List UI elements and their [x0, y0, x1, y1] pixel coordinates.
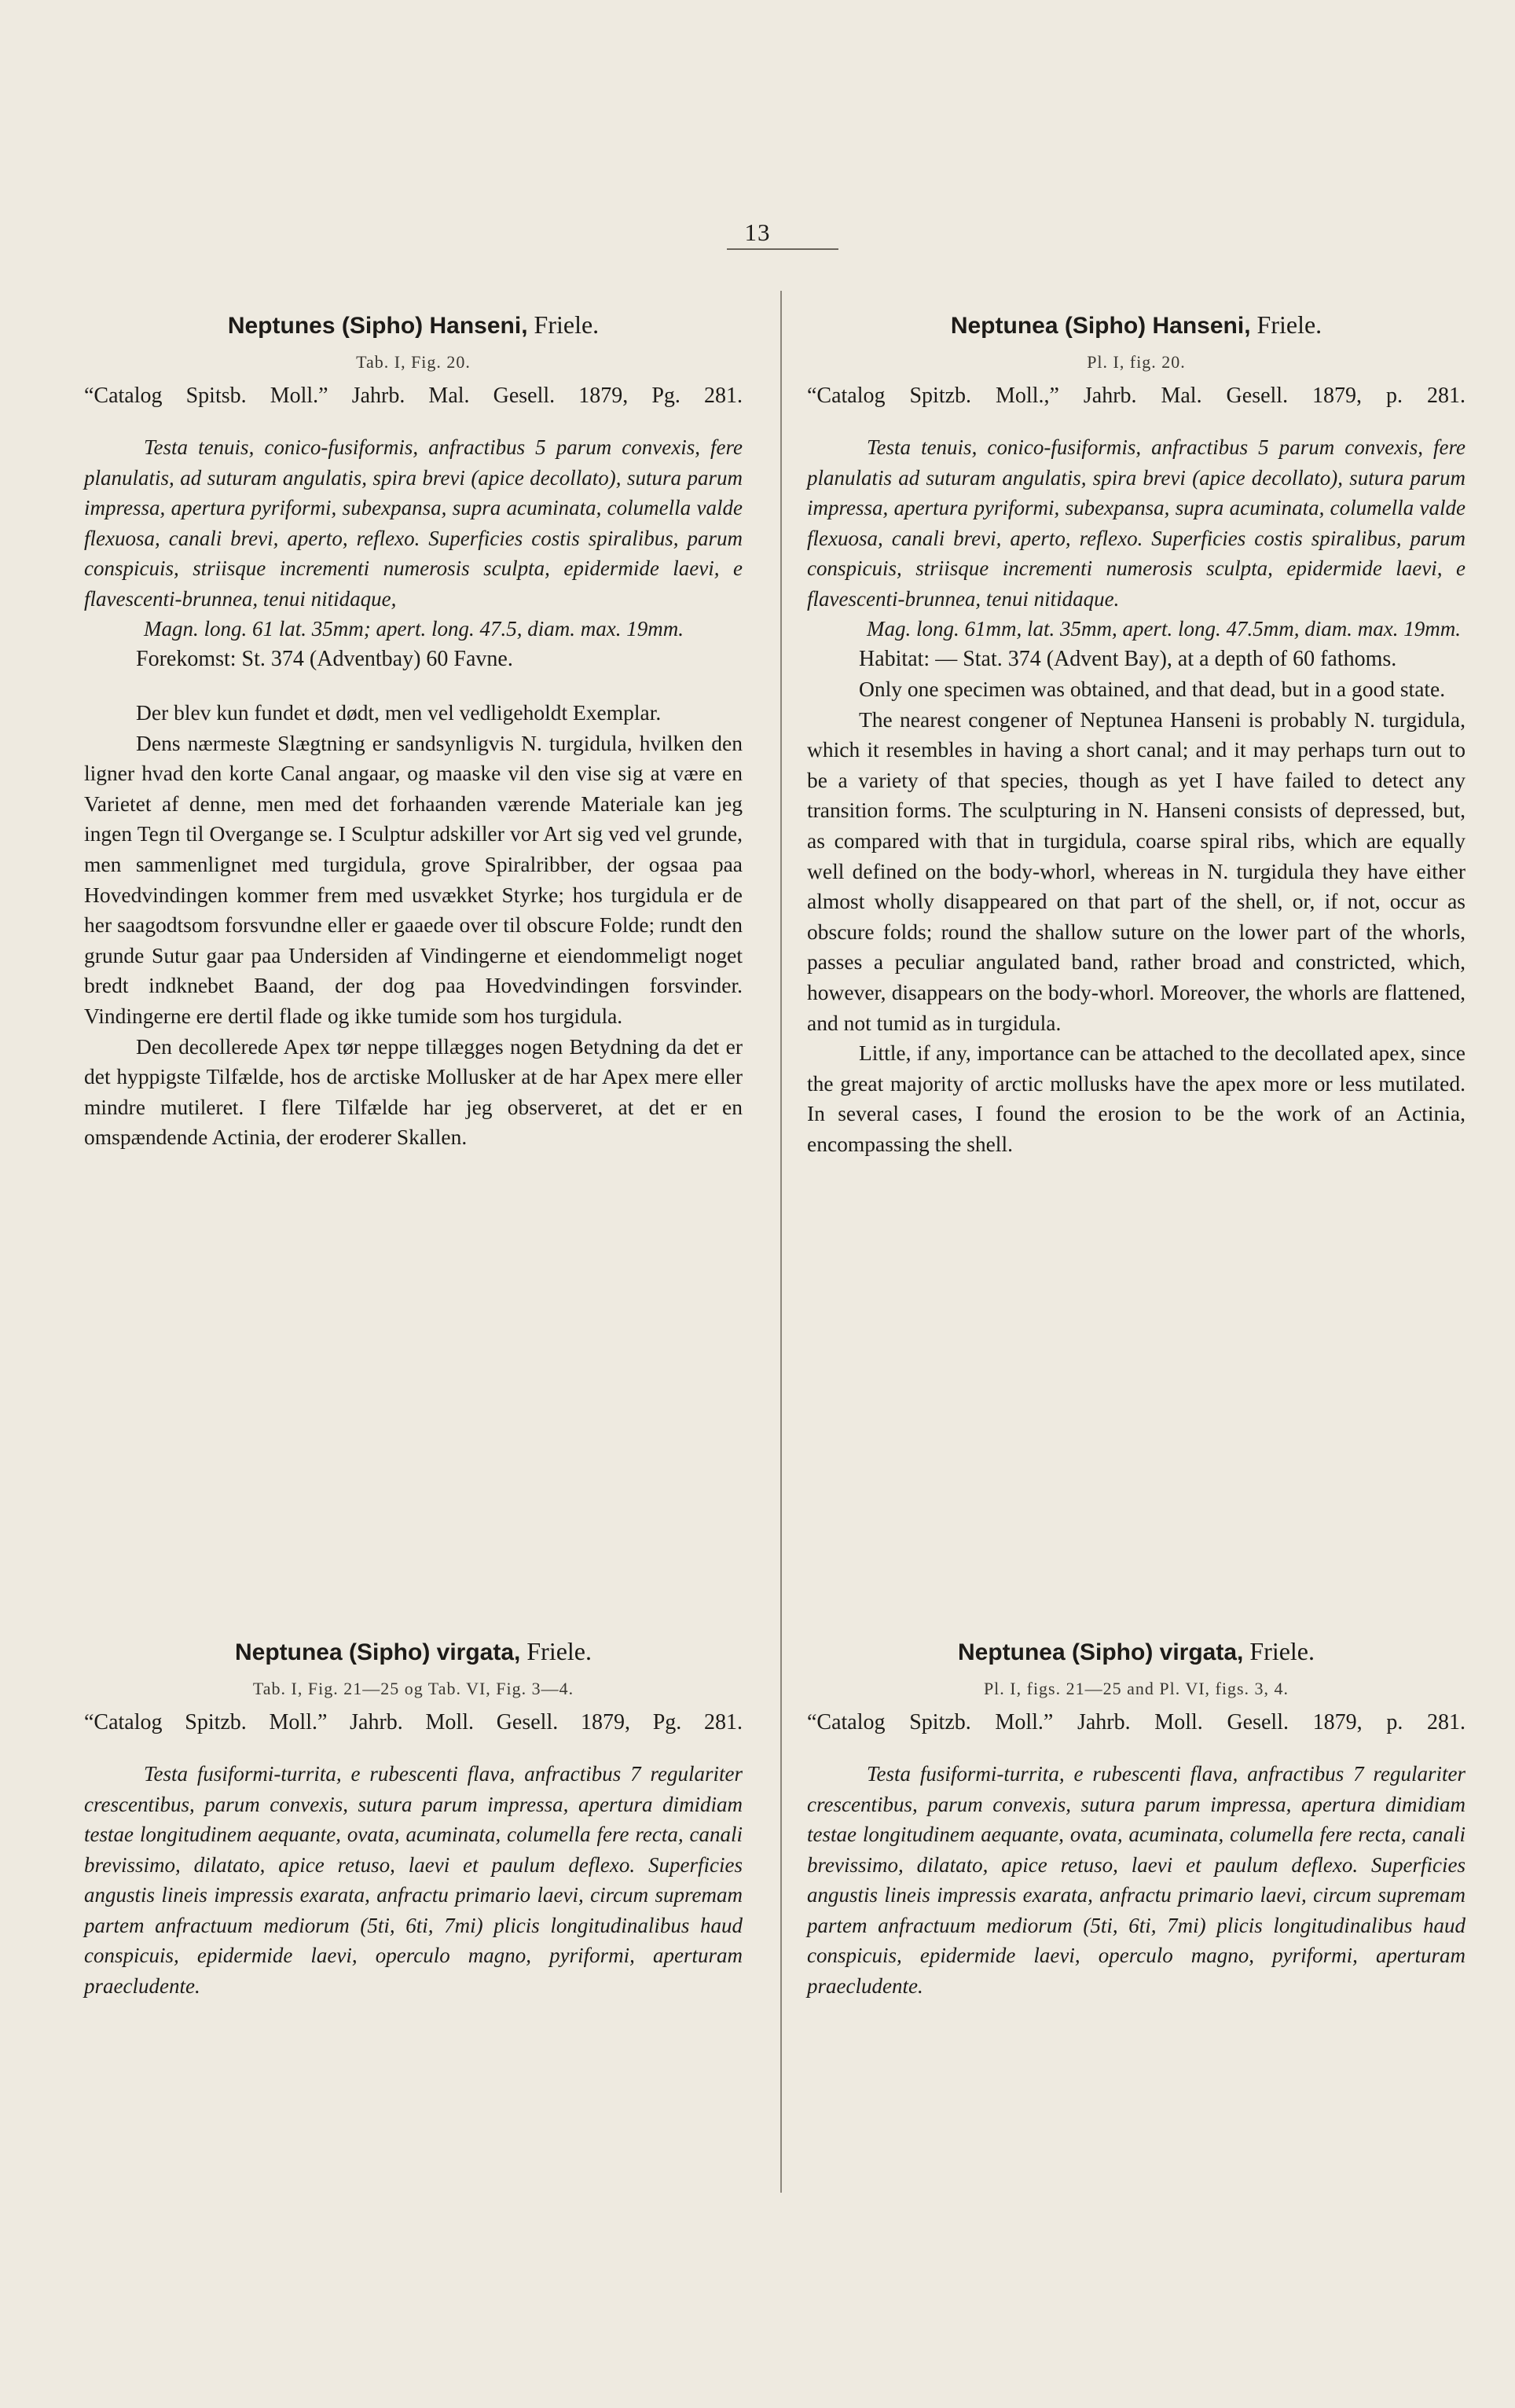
- species-title: [84, 310, 743, 340]
- right-hanseni-section: [807, 310, 1465, 1160]
- page-number-rule: [727, 248, 838, 250]
- latin-description: Testa tenuis, conico-fusiformis, anfractibus 5 parum convexis, fere planulatis ad suturam angulatis, spira brevi (apice decollato), sutura parum impressa, apertura pyriformi, subexpansa, supra acuminata, columella valde flexuosa, canali brevi, aperto, reflexo. Superficies costis spiralibus, parum conspicuis, striisque incrementi numerosis sculpta, epidermide laevi, e flavescenti-brunnea, tenui nitidaque.: [807, 435, 1465, 611]
- paragraph: Den decollerede Apex tør neppe tillægges nogen Betydning da det er det hyppigste Tilfælde, hos de arctiske Mollusker at de har Apex mere eller mindre mutileret. I flere Tilfælde har jeg observeret, at det er en omspændende Actinia, der eroderer Skallen.: [84, 1033, 743, 1150]
- locality: Habitat: — Stat. 374 (Advent Bay), at a depth of 60 fathoms.: [859, 646, 1397, 671]
- measurements: Magn. long. 61 lat. 35mm; apert. long. 47.5, diam. max. 19mm.: [144, 617, 684, 641]
- species-name: Neptunea (Sipho) virgata,: [957, 1639, 1244, 1665]
- species-author: Friele.: [526, 1637, 592, 1665]
- paragraph: The nearest congener of Neptunea Hanseni is probably N. turgidula, which it resembles in having a short canal; and it may perhaps turn out to be a variety of that species, though as yet I have failed to detect any transition forms. The sculpturing in N. Hanseni consists of depressed, but, as compared with that in turgidula, coarse spiral ribs, which are equally well defined on the body-whorl, whereas in N. turgidula they have either almost wholly disappeared on that part of the shell, or, if not, occur as obscure folds; round the shallow suture on the lower part of the whorls, passes a peculiar angulated band, rather broad and constricted, which, however, disappears on the body-whorl. Moreover, the whorls are flattened, and not tumid as in turgidula.: [807, 707, 1465, 1035]
- catalog-reference: “Catalog Spitzb. Moll.” Jahrb. Moll. Gesell. 1879, p. 281.: [807, 1710, 1465, 1734]
- left-virgata-section: [84, 1637, 743, 2001]
- latin-description: Testa fusiformi-turrita, e rubescenti flava, anfractibus 7 regulariter crescentibus, parum convexis, sutura parum impressa, apertura dimidiam testae longitudinem aequante, ovata, acuminata, columella fere recta, canali brevissimo, dilatato, apice retuso, laevi et paulum deflexo. Superficies angustis lineis impressis exarata, anfractu primario laevi, circum supremam partem anfractuum mediorum (5ti, 6ti, 7mi) plicis longitudinalibus haud conspicuis, epidermide laevi, operculo magno, pyriformi, aperturam praecludente.: [84, 1762, 743, 1998]
- latin-description: Testa tenuis, conico-fusiformis, anfractibus 5 parum convexis, fere planulatis, ad suturam angulatis, spira brevi (apice decollato), sutura parum impressa, apertura pyriformi, subexpansa, supra acuminata, columella valde flexuosa, canali brevi, aperto, reflexo. Superficies costis spiralibus, parum conspicuis, striisque incrementi numerosis sculpta, epidermide laevi, e flavescenti-brunnea, tenui nitidaque,: [84, 435, 743, 611]
- species-author: Friele.: [1256, 310, 1322, 339]
- discussion: [807, 674, 1465, 1160]
- catalog-reference: “Catalog Spitzb. Moll.” Jahrb. Moll. Gesell. 1879, Pg. 281.: [84, 1710, 743, 1734]
- species-author: Friele.: [1249, 1637, 1315, 1665]
- right-virgata-section: [807, 1637, 1465, 2001]
- species-title: [807, 310, 1465, 340]
- measurements: Mag. long. 61mm, lat. 35mm, apert. long. 47.5mm, diam. max. 19mm.: [867, 617, 1461, 641]
- paragraph: Only one specimen was obtained, and that dead, but in a good state.: [859, 677, 1446, 701]
- catalog-reference: “Catalog Spitsb. Moll.” Jahrb. Mal. Gesell. 1879, Pg. 281.: [84, 384, 743, 408]
- species-author: Friele.: [534, 310, 600, 339]
- page-number: 13: [744, 218, 771, 246]
- species-name: Neptunea (Sipho) Hanseni,: [950, 313, 1251, 339]
- column-divider: [780, 291, 782, 2193]
- species-name: Neptunea (Sipho) virgata,: [234, 1639, 521, 1665]
- species-title: [807, 1637, 1465, 1666]
- paragraph: Der blev kun fundet et dødt, men vel vedligeholdt Exemplar.: [136, 700, 662, 725]
- plate-reference: Tab. I, Fig. 21—25 og Tab. VI, Fig. 3—4.: [252, 1679, 574, 1698]
- latin-description: Testa fusiformi-turrita, e rubescenti flava, anfractibus 7 regulariter crescentibus, parum convexis, sutura parum impressa, apertura dimidiam testae longitudinem aequante, ovata, acuminata, columella fere recta, canali brevissimo, dilatato, apice retuso, laevi et paulum deflexo. Superficies angustis lineis impressis exarata, anfractu primario laevi, circum supremam partem anfractuum mediorum (5ti, 6ti, 7mi) plicis longitudinalibus haud conspicuis, epidermide laevi, operculo magno, pyriformi, aperturam praecludente.: [807, 1762, 1465, 1998]
- left-hanseni-section: [84, 310, 743, 1153]
- species-name: Neptunes (Sipho) Hanseni,: [227, 313, 528, 339]
- catalog-reference: “Catalog Spitzb. Moll.,” Jahrb. Mal. Gesell. 1879, p. 281.: [807, 384, 1465, 408]
- paragraph: Dens nærmeste Slægtning er sandsynligvis N. turgidula, hvilken den ligner hvad den korte Canal angaar, og maaske vil den vise sig at være en Varietet af denne, men med det forhaanden værende Materiale kan jeg ingen Tegn til Overgange se. I Sculptur adskiller vor Art sig ved vel grunde, men sammenlignet med turgidula, grove Spiralribber, der ogsaa paa Hovedvindingen kommer frem med usvækket Styrke; hos turgidula er de her saagodtsom forsvundne eller er gaaede over til obscure Folde; rundt den grunde Sutur gaar paa Undersiden af Vindingerne et eiendommeligt noget bredt indknebet Baand, der dog paa Hovedvindingen forsvinder. Vindingerne ere dertil flade og ikke tumide som hos turgidula.: [84, 730, 743, 1028]
- discussion: [84, 698, 743, 1153]
- species-title: [84, 1637, 743, 1666]
- plate-reference: Pl. I, figs. 21—25 and Pl. VI, figs. 3, 4.: [983, 1679, 1289, 1698]
- plate-reference: Pl. I, fig. 20.: [1087, 352, 1186, 372]
- locality: Forekomst: St. 374 (Adventbay) 60 Favne.: [136, 646, 513, 671]
- plate-reference: Tab. I, Fig. 20.: [356, 352, 471, 372]
- paragraph: Little, if any, importance can be attached to the decollated apex, since the great majority of arctic mollusks have the apex more or less mutilated. In several cases, I found the erosion to be the work of an Actinia, encompassing the shell.: [807, 1041, 1465, 1156]
